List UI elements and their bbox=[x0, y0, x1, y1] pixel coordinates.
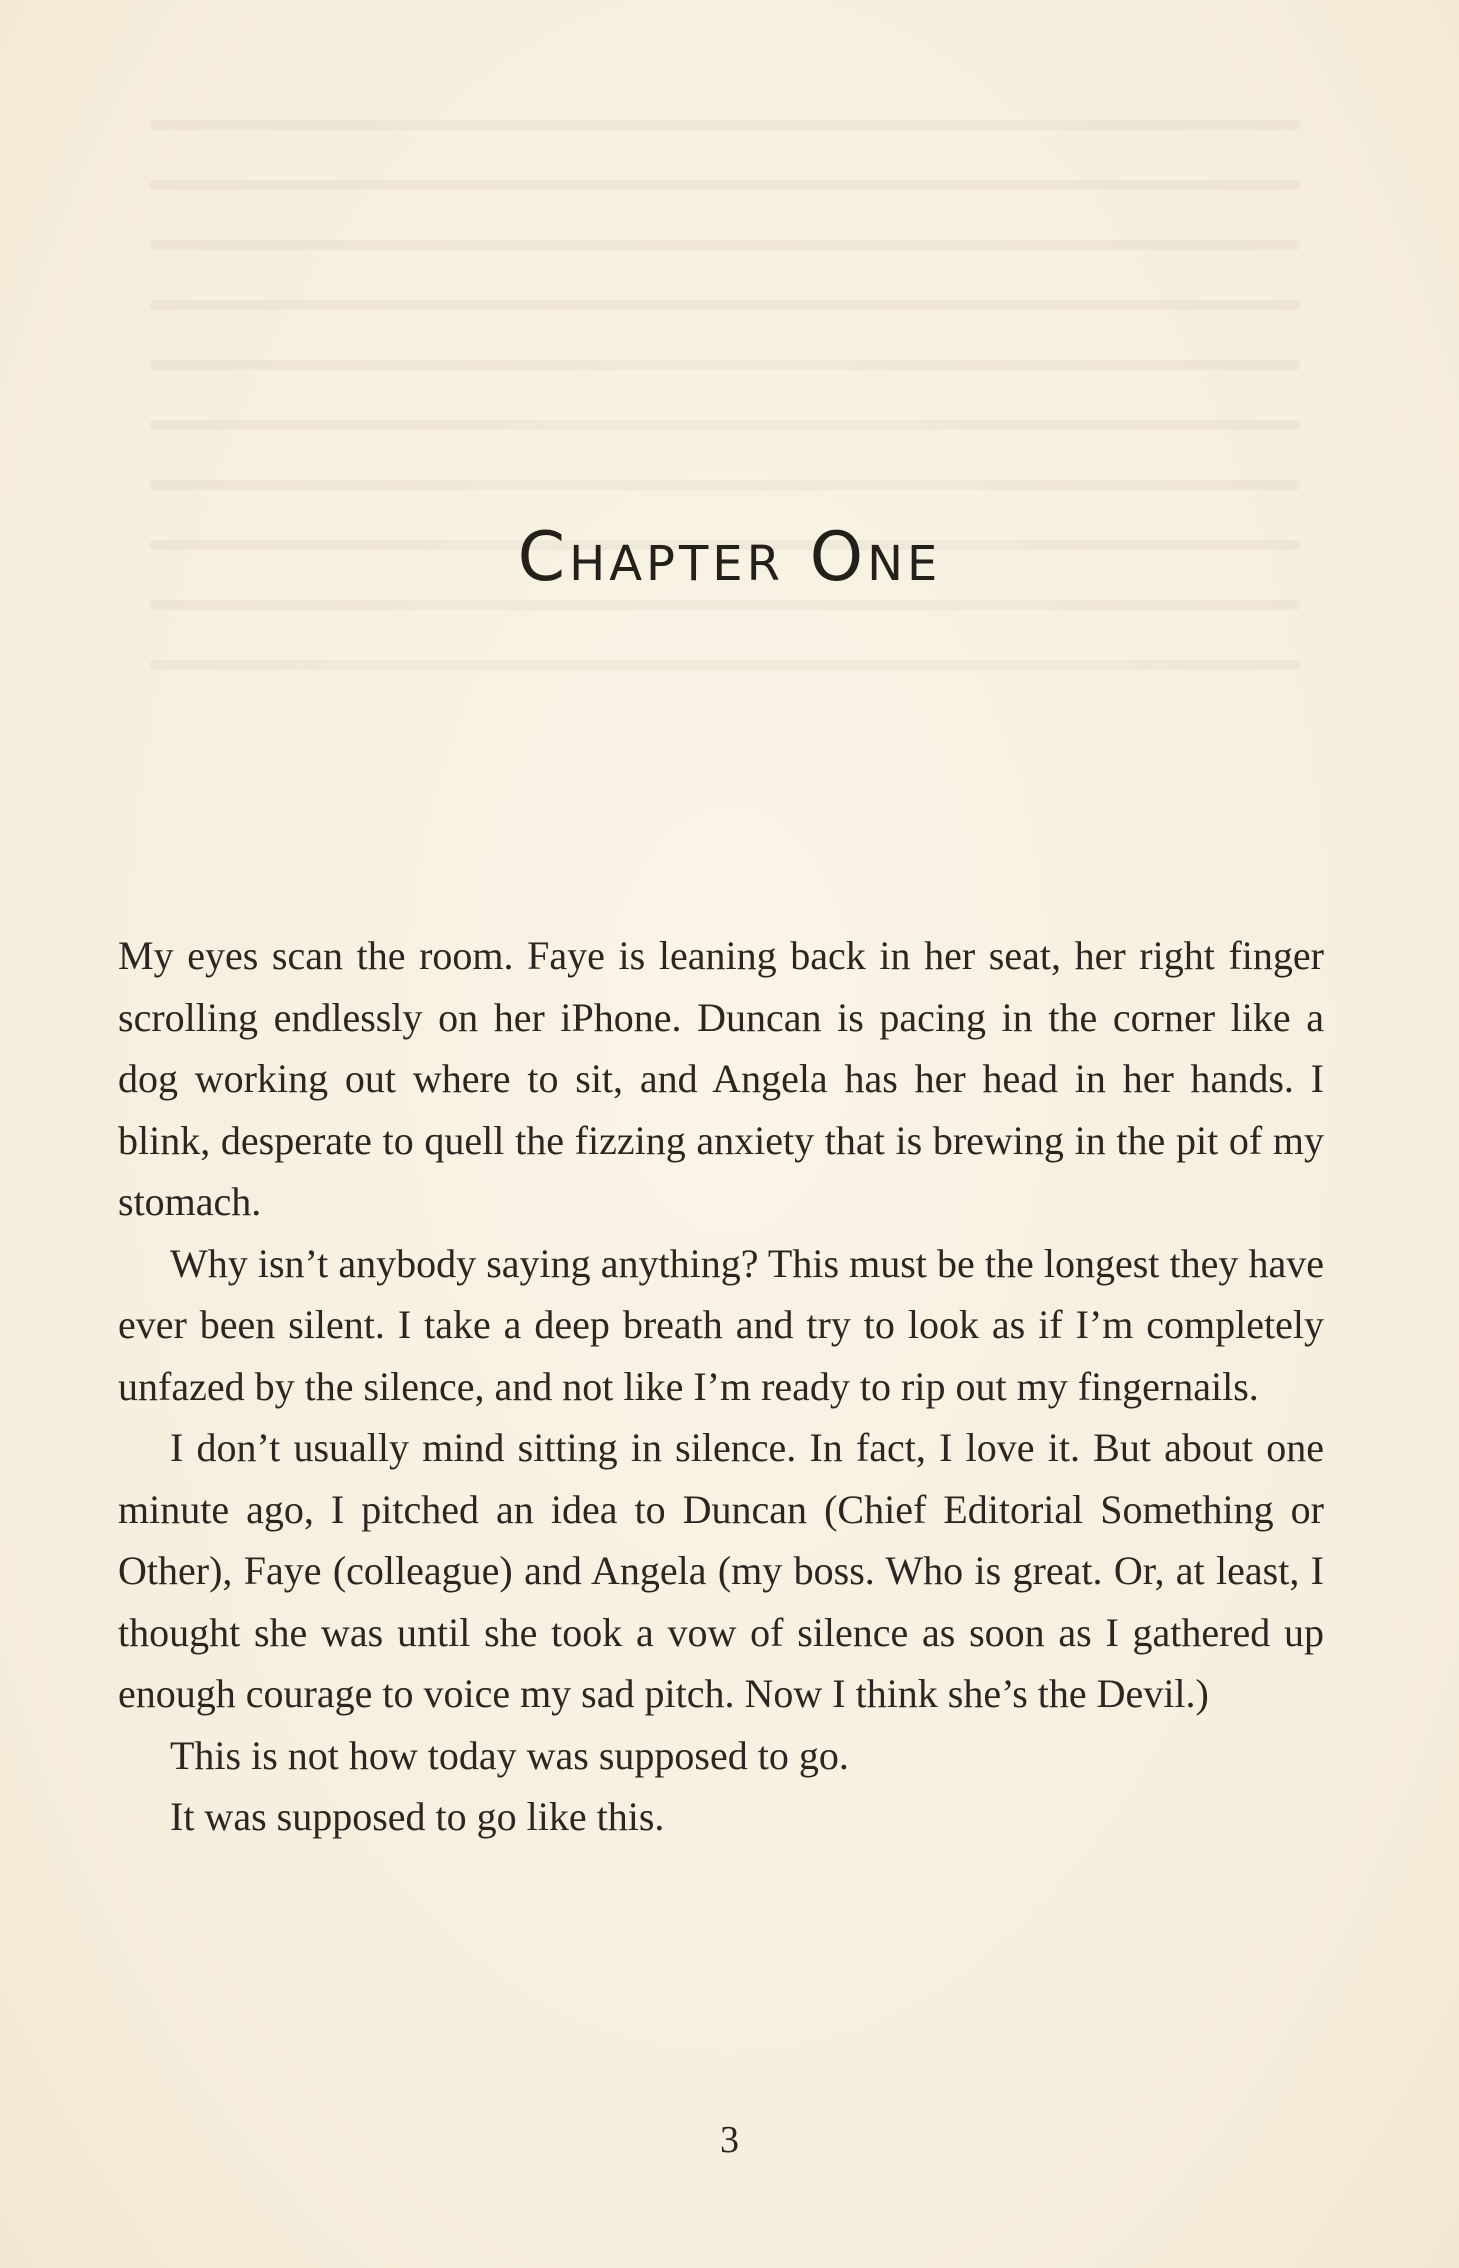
paragraph: It was supposed to go like this. bbox=[170, 1794, 665, 1839]
paragraph: I don’t usually mind sitting in silence. In fact, I love it. But about one minute ago, I pitched an idea to Duncan (Chief Editorial Something or Other), Faye (colleague) and Angela (my boss. Who is great. Or, at least, I thought she was until she took a vow of silence as soon as I gathered up enough courage to voice my sad pitch. Now I think she’s the Devil.) bbox=[118, 1425, 1324, 1716]
paragraph: This is not how today was supposed to go. bbox=[170, 1732, 849, 1778]
page-number: 3 bbox=[720, 2119, 739, 2161]
paragraph: Why isn’t anybody saying anything? This must be the longest they have ever been silent. I take a deep breath and try to look as if I’m completely unfazed by the silence, and not like I’m ready to rip out my fingernails. bbox=[118, 1240, 1324, 1409]
paragraph: My eyes scan the room. Faye is leaning back in her seat, her right finger scrolling endlessly on her iPhone. Duncan is pacing in the corner like a dog working out where to sit, and Angela has her head in her hands. I blink, desperate to quell the fizzing anxiety that is brewing in the pit of my stomach. bbox=[118, 933, 1324, 1224]
chapter-title: Chapter One bbox=[517, 518, 942, 597]
chapter-body bbox=[118, 925, 1324, 1848]
